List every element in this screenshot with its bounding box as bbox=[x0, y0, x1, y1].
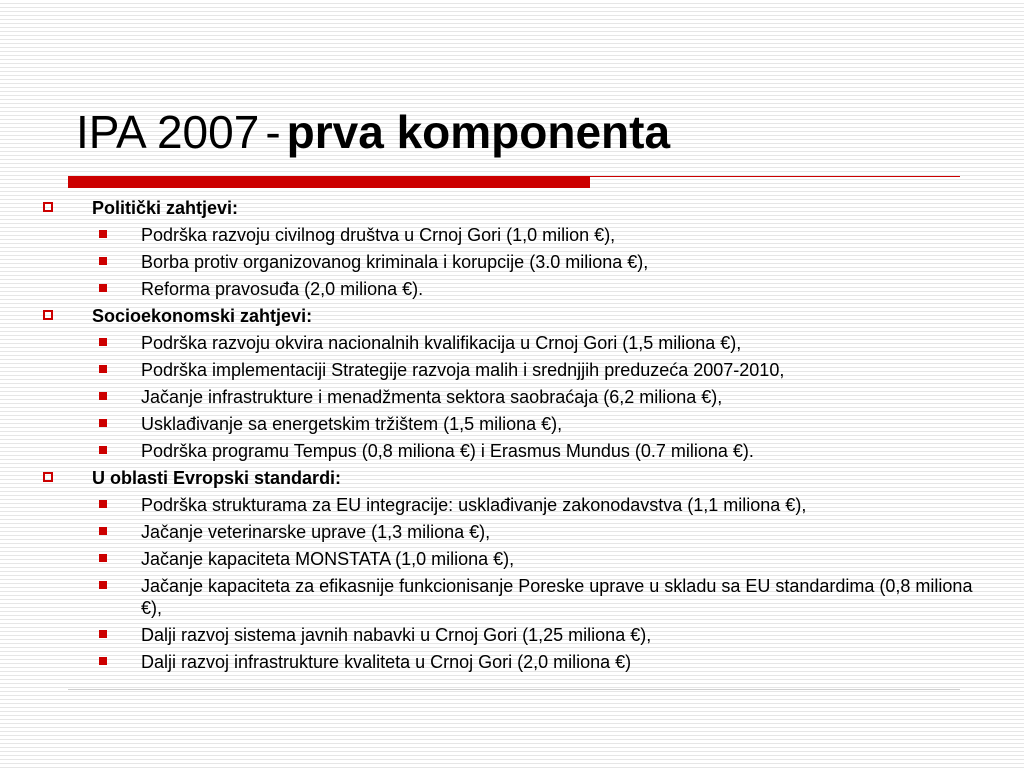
list-item bbox=[40, 224, 1000, 246]
list-item-text: Podrška razvoju okvira nacionalnih kvalifikacija u Crnoj Gori (1,5 miliona €), bbox=[141, 333, 742, 353]
hollow-square-bullet-icon bbox=[43, 310, 53, 320]
list-item-text: Podrška implementaciji Strategije razvoja malih i srednjjih preduzeća 2007-2010, bbox=[141, 360, 785, 380]
list-item bbox=[40, 494, 1000, 516]
list-item bbox=[40, 548, 1000, 570]
hollow-square-bullet-icon bbox=[43, 472, 53, 482]
filled-square-bullet-icon bbox=[99, 500, 107, 508]
filled-square-bullet-icon bbox=[99, 392, 107, 400]
list-item-text: Jačanje kapaciteta MONSTATA (1,0 miliona €), bbox=[141, 549, 515, 569]
filled-square-bullet-icon bbox=[99, 230, 107, 238]
list-item-text: Reforma pravosuđa (2,0 miliona €). bbox=[141, 279, 424, 299]
section-item-list bbox=[40, 332, 1000, 462]
list-item bbox=[40, 624, 1000, 646]
list-item bbox=[40, 575, 1000, 619]
slide-title-subtitle: prva komponenta bbox=[286, 106, 671, 158]
list-item-text: Dalji razvoj sistema javnih nabavki u Crnoj Gori (1,25 miliona €), bbox=[141, 625, 652, 645]
title-underline-thin bbox=[590, 176, 960, 177]
filled-square-bullet-icon bbox=[99, 527, 107, 535]
filled-square-bullet-icon bbox=[99, 554, 107, 562]
list-item-text: Usklađivanje sa energetskim tržištem (1,5 miliona €), bbox=[141, 414, 563, 434]
slide-title bbox=[76, 104, 670, 160]
slide-title-main: IPA 2007 bbox=[76, 106, 260, 158]
filled-square-bullet-icon bbox=[99, 338, 107, 346]
filled-square-bullet-icon bbox=[99, 657, 107, 665]
list-item-text: Borba protiv organizovanog kriminala i korupcije (3.0 miliona €), bbox=[141, 252, 649, 272]
list-item bbox=[40, 651, 1000, 673]
list-item bbox=[40, 251, 1000, 273]
list-item bbox=[40, 521, 1000, 543]
list-item-text: Podrška programu Tempus (0,8 miliona €) i Erasmus Mundus (0.7 miliona €). bbox=[141, 441, 754, 461]
section-heading bbox=[40, 467, 1000, 489]
section-heading-text: Politički zahtjevi: bbox=[92, 198, 239, 218]
section-heading-text: Socioekonomski zahtjevi: bbox=[92, 306, 313, 326]
list-item-text: Podrška strukturama za EU integracije: usklađivanje zakonodavstva (1,1 miliona €), bbox=[141, 495, 807, 515]
list-item bbox=[40, 413, 1000, 435]
filled-square-bullet-icon bbox=[99, 365, 107, 373]
filled-square-bullet-icon bbox=[99, 630, 107, 638]
list-item-text: Dalji razvoj infrastrukture kvaliteta u Crnoj Gori (2,0 miliona €) bbox=[141, 652, 632, 672]
footer-divider bbox=[68, 689, 960, 690]
list-item bbox=[40, 278, 1000, 300]
filled-square-bullet-icon bbox=[99, 284, 107, 292]
slide-title-separator: - bbox=[265, 106, 281, 158]
filled-square-bullet-icon bbox=[99, 581, 107, 589]
list-item bbox=[40, 440, 1000, 462]
section-heading bbox=[40, 197, 1000, 219]
list-item-text: Jačanje infrastrukture i menadžmenta sektora saobraćaja (6,2 miliona €), bbox=[141, 387, 723, 407]
slide-body bbox=[40, 197, 1000, 678]
list-item bbox=[40, 332, 1000, 354]
title-underline-thick bbox=[68, 176, 590, 188]
title-underline bbox=[68, 176, 960, 188]
list-item-text: Jačanje veterinarske uprave (1,3 miliona €), bbox=[141, 522, 491, 542]
filled-square-bullet-icon bbox=[99, 446, 107, 454]
hollow-square-bullet-icon bbox=[43, 202, 53, 212]
filled-square-bullet-icon bbox=[99, 257, 107, 265]
section-heading-text: U oblasti Evropski standardi: bbox=[92, 468, 342, 488]
list-item-text: Jačanje kapaciteta za efikasnije funkcionisanje Poreske uprave u skladu sa EU standardima (0,8 miliona €), bbox=[141, 576, 973, 618]
section-item-list bbox=[40, 224, 1000, 300]
filled-square-bullet-icon bbox=[99, 419, 107, 427]
section-item-list bbox=[40, 494, 1000, 673]
section-heading bbox=[40, 305, 1000, 327]
list-item-text: Podrška razvoju civilnog društva u Crnoj Gori (1,0 milion €), bbox=[141, 225, 616, 245]
list-item bbox=[40, 359, 1000, 381]
list-item bbox=[40, 386, 1000, 408]
